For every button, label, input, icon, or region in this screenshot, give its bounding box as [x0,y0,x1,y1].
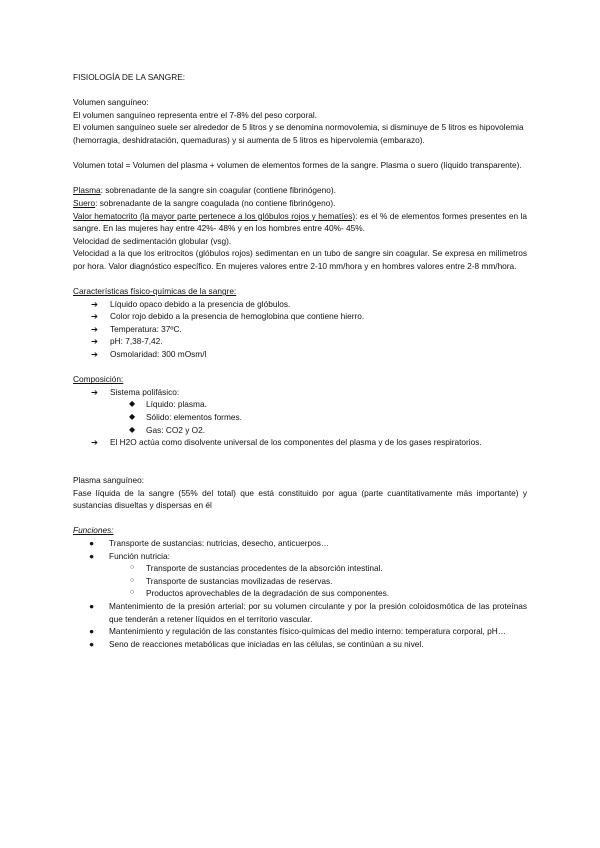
circle-icon: ○ [130,564,135,572]
list-item: ➔ El H2O actúa como disolvente universal de los componentes del plasma y de los gases respiratorios. [91,437,482,448]
funcion-nutricia-sublist [73,562,527,600]
composicion-list-2 [73,436,527,449]
list-item: ◆ Líquido: plasma. [129,399,207,410]
list-item: ● Mantenimiento y regulación de las constantes físico-químicas del medio interno: temperatura corporal, pH… [89,626,507,637]
list-item: ➔ Osmolaridad: 300 mOsm/l [91,349,207,360]
arrow-icon: ➔ [91,298,98,309]
volumen-paragraph-1: El volumen sanguíneo representa entre el 7-8% del peso corporal. [73,109,317,120]
bullet-icon: ● [89,638,95,649]
list-item: ○ Productos aprovechables de la degradación de sus componentes. [130,588,390,599]
diamond-icon: ◆ [129,424,136,434]
list-item: ➔ Líquido opaco debido a la presencia de glóbulos. [91,298,291,309]
bullet-icon: ● [89,626,95,637]
list-item: ➔ Color rojo debido a la presencia de hemoglobina que contiene hierro. [91,311,365,322]
list-item: ➔ Temperatura: 37ºC. [91,323,182,334]
volumen-heading: Volumen sanguíneo: [73,97,149,108]
list-item: ➔ Sistema polifásico: [91,386,180,397]
vsg-line: Velocidad de sedimentación globular (vsg). [73,235,232,246]
caracteristicas-heading: Características físico-químicas de la sangre: [73,286,237,297]
volumen-paragraph-2: El volumen sanguíneo suele ser alrededor de 5 litros y se denomina normovolemia, si disminuye de 5 litros es hipovolemia (hemorragia, deshidratación, quemaduras) y si aumenta de 5 litros es hipervolemia (embarazo). [73,122,524,145]
arrow-icon: ➔ [91,336,98,347]
plasma-term: Plasma [73,185,101,196]
document-title: FISIOLOGÍA DE LA SANGRE: [73,72,186,82]
list-item: ● Función nutricia: [89,550,170,561]
arrow-icon: ➔ [91,311,98,322]
plasma-sanguineo-text: Fase líquida de la sangre (55% del total) que está constituido por agua (parte cuantitativamente más importante) y sustancias disueltas y dispersas en él [73,487,527,511]
arrow-icon: ➔ [91,349,98,360]
funciones-heading: Funciones: [73,525,114,536]
circle-icon: ○ [130,576,135,584]
composicion-sublist [73,398,527,436]
caracteristicas-list [73,298,527,361]
volumen-paragraph-3: Volumen total = Volumen del plasma + volumen de elementos formes de la sangre. Plasma o suero (líquido transparente). [73,160,522,171]
circle-icon: ○ [130,589,135,597]
list-item: ○ Transporte de sustancias procedentes de la absorción intestinal. [130,563,383,574]
suero-text: : sobrenadante de la sangre coagulada (no contiene fibrinógeno). [95,197,336,208]
bullet-icon: ● [89,550,95,561]
hematocrito-definition [73,210,527,235]
bullet-icon: ● [89,600,95,611]
composicion-heading: Composición: [73,374,124,385]
plasma-sanguineo-heading: Plasma sanguíneo: [73,475,145,485]
diamond-icon: ◆ [129,412,136,422]
suero-term: Suero [73,197,96,208]
arrow-icon: ➔ [91,323,98,334]
plasma-text: : sobrenadante de la sangre sin coagular (contiene fibrinógeno). [100,185,336,196]
diamond-icon: ◆ [129,399,136,409]
velocidad-paragraph: Velocidad a la que los eritrocitos (glóbulos rojos) sedimentan en un tubo de sangre sin coagular. Se expresa en milímetros por hora. Valor diagnóstico específico. En mujeres valores entre 2-10 mm/hora y en hombres valores entre 2-8 mm/hora. [73,248,527,271]
list-item: ◆ Sólido: elementos formes. [129,412,242,423]
hematocrito-term: Valor hematocrito (la mayor parte pertenece a los glóbulos rojos y hematíes) [73,210,356,221]
list-item: ● Transporte de sustancias: nutricias, desecho, anticuerpos… [89,537,330,548]
list-item: ● Seno de reacciones metabólicas que iniciadas en las células, se continúan a su nivel. [89,638,424,649]
list-item: ○ Transporte de sustancias movilizadas de reservas. [130,575,333,586]
document-body [73,71,527,650]
bullet-icon: ● [89,537,95,548]
funciones-list-2 [73,600,527,650]
hematocrito-text: : es el % de elementos formes presentes en la sangre. En las mujeres hay entre 42%- 48% y en los hombres entre 40%- 45%. [73,210,527,234]
arrow-icon: ➔ [91,386,98,397]
list-item: ● Mantenimiento de la presión arterial: por su volumen circulante y por la presión coloidosmótica de las proteínas que tenderán a retener líquidos en el territorio vascular. [89,600,527,624]
funciones-list [73,537,527,562]
plasma-definition [73,184,527,197]
suero-definition [73,197,527,210]
list-item: ➔ pH: 7,38-7,42. [91,336,163,347]
list-item: ◆ Gas: CO2 y O2. [129,424,206,435]
arrow-icon: ➔ [91,437,98,448]
composicion-list [73,386,527,399]
